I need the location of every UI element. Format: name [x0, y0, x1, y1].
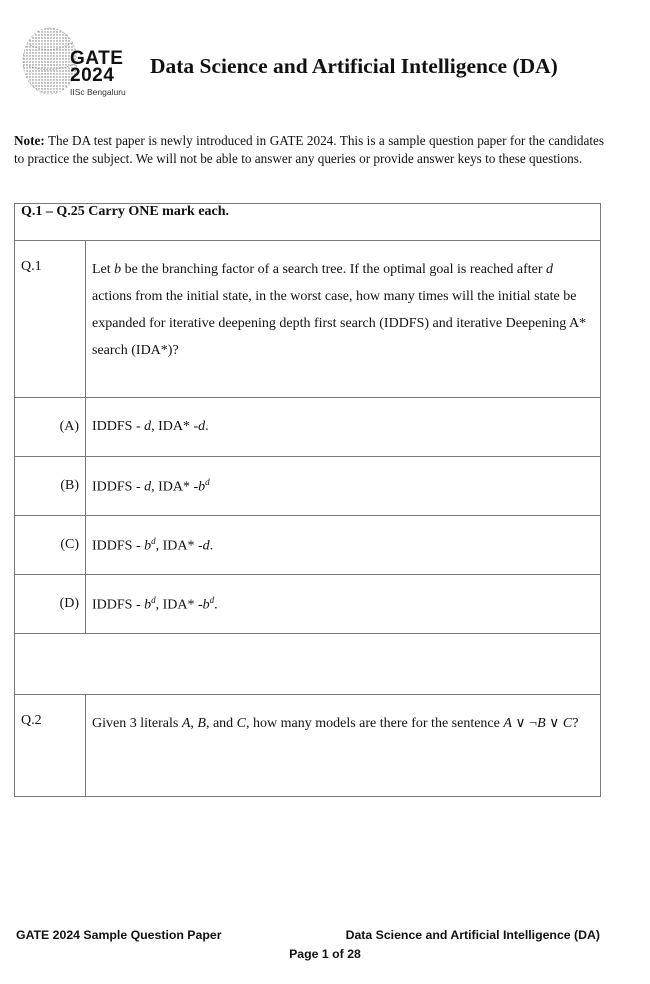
- option-label: (C): [15, 516, 86, 575]
- question-row: [15, 241, 601, 398]
- gate-logo: [18, 22, 140, 102]
- option-row: [15, 516, 601, 575]
- section-heading: Q.1 – Q.25 Carry ONE mark each.: [15, 204, 601, 241]
- option-label: (D): [15, 575, 86, 634]
- option-row: [15, 575, 601, 634]
- question-row: [15, 695, 601, 797]
- footer-right: Data Science and Artificial Intelligence (DA): [345, 928, 600, 942]
- option-row: [15, 398, 601, 457]
- page-number: Page 1 of 28: [289, 947, 361, 961]
- option-text: IDDFS - $b^d$, IDA* -d.: [86, 516, 601, 575]
- question-number: Q.1: [15, 241, 86, 398]
- questions-table: [14, 203, 601, 797]
- footer-left: GATE 2024 Sample Question Paper: [16, 928, 222, 942]
- section-header-row: [15, 204, 601, 241]
- blank-cell: [15, 634, 601, 695]
- logo-year-text: 2024: [70, 65, 115, 86]
- note-paragraph: [14, 132, 604, 168]
- option-text: IDDFS - $b^d$, IDA* $-b^d$.: [86, 575, 601, 634]
- option-row: [15, 457, 601, 516]
- question-text: Given 3 literals A, B, and C, how many models are there for the sentence A ∨ ¬B ∨ C?: [86, 695, 601, 797]
- blank-row: [15, 634, 601, 695]
- question-number: Q.2: [15, 695, 86, 797]
- logo-gate-text: GATE: [70, 48, 124, 69]
- logo-iisc-text: IISc Bengaluru: [70, 87, 126, 97]
- option-label: (A): [15, 398, 86, 457]
- question-text: Let b be the branching factor of a search tree. If the optimal goal is reached after d actions from the initial state, in the worst case, how many times will the initial state be expanded for iterative deepening depth first search (IDDFS) and iterative Deepening A* search (IDA*)?: [86, 241, 601, 398]
- note-label: Note:: [14, 133, 45, 148]
- page-header: [18, 22, 638, 102]
- option-text: IDDFS - d, IDA* $-b^d$: [86, 457, 601, 516]
- option-label: (B): [15, 457, 86, 516]
- note-text: The DA test paper is newly introduced in GATE 2024. This is a sample question paper for the candidates to practice the subject. We will not be able to answer any queries or provide answer keys to these questions.: [14, 133, 604, 166]
- option-text: IDDFS - d, IDA* -d.: [86, 398, 601, 457]
- page-title: Data Science and Artificial Intelligence (DA): [150, 54, 558, 78]
